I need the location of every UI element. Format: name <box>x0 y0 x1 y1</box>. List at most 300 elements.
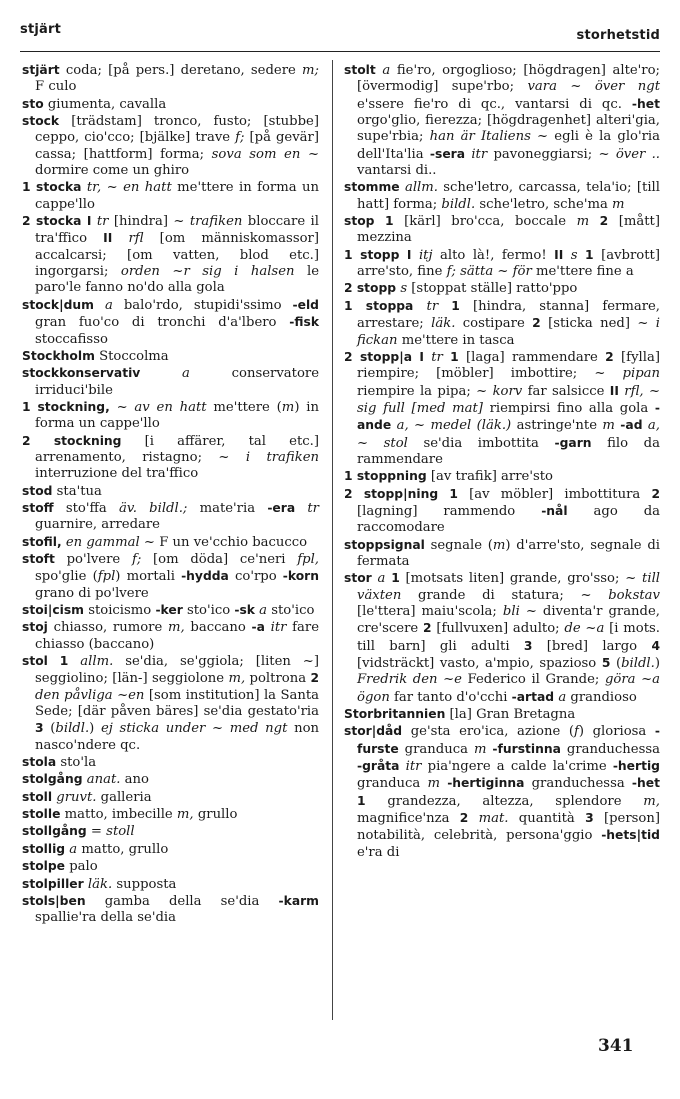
grammar-label: itr <box>270 620 287 636</box>
translation-text: palo <box>65 859 98 875</box>
dictionary-entry <box>344 62 660 179</box>
sense-number: II <box>103 231 113 246</box>
sub-headword: -nål <box>541 503 568 518</box>
translation-text: granduchessa <box>560 741 661 757</box>
headword: stock <box>22 114 60 129</box>
sense-number: 2 <box>459 811 469 826</box>
sub-headword: -ande <box>357 400 660 433</box>
dictionary-entry <box>344 298 660 349</box>
dictionary-entry <box>22 113 319 179</box>
sense-number: 1 <box>585 247 594 262</box>
sub-headword: -sera <box>429 146 466 161</box>
sense-number: 2 <box>344 486 364 501</box>
grammar-label: f <box>573 724 579 740</box>
example-phrase: sova som en ~ <box>211 146 319 162</box>
sense-number: 2 <box>422 621 432 636</box>
sub-headword: -a <box>251 620 265 635</box>
translation-text: = <box>86 824 107 840</box>
example-phrase: korv <box>492 383 523 399</box>
translation-text: sto'ffa <box>53 500 119 516</box>
grammar-label: mat. <box>478 811 509 827</box>
headword: stoft <box>22 551 55 566</box>
translation-text: [hindra] ~ <box>108 214 190 230</box>
grammar-label: a <box>69 841 78 857</box>
dictionary-entry <box>22 483 319 500</box>
headword: stor <box>344 571 372 586</box>
translation-text: grande di statura; ~ <box>401 587 609 603</box>
sense-number: 2 <box>599 214 609 229</box>
translation-text: [avbrott] arre'sto, fine <box>357 247 660 280</box>
headword: stola <box>22 755 57 770</box>
sense-number: 1 <box>59 654 69 669</box>
headword: stolle <box>22 807 61 822</box>
translation-text: po'lvere <box>54 551 132 567</box>
translation-text: se'dia, se'ggiola; [liten ~] seggiolino; [län-] seggiolone <box>35 654 319 687</box>
example-phrase: sätta ~ för <box>460 264 532 280</box>
headword: stoll <box>22 789 53 804</box>
grammar-label: läk. <box>431 316 456 332</box>
translation-text: segnale ( <box>424 537 493 553</box>
translation-text: ) <box>89 721 101 737</box>
translation-text: bloccare il tra'ffico <box>35 214 319 247</box>
headword: stopp <box>356 281 397 296</box>
translation-text <box>411 248 418 263</box>
dictionary-entry <box>344 486 660 537</box>
grammar-label: m <box>427 776 440 792</box>
dictionary-entry <box>22 823 319 840</box>
sub-headword: -ad <box>620 418 643 433</box>
translation-text: [lagning] rammendo <box>357 503 542 519</box>
sense-number: 2 <box>605 349 614 364</box>
translation-text: fare chiasso (baccano) <box>35 620 319 652</box>
example-phrase: han är Italiens ~ <box>429 129 549 145</box>
grammar-label: s <box>570 247 578 263</box>
sense-number: 1 <box>451 298 460 313</box>
grammar-label: tr <box>431 349 443 365</box>
translation-text: me'ttere fine a <box>531 264 634 280</box>
grammar-label: m, <box>228 671 246 687</box>
dictionary-entry <box>344 570 660 706</box>
headword: stocka <box>36 180 82 195</box>
translation-text: ago da raccomodare <box>357 503 661 536</box>
translation-text <box>438 487 449 502</box>
dictionary-entry <box>22 806 319 823</box>
translation-text: [i mots. till barn] gli adulti <box>357 621 660 654</box>
example-phrase: pipan <box>622 366 660 382</box>
headword: stoppning <box>356 469 427 484</box>
dictionary-entry <box>22 62 319 96</box>
translation-text: [fylla] riempire; [möbler] imbottire; ~ <box>357 349 660 382</box>
sub-headword: -sk <box>234 603 255 617</box>
translation-text <box>438 299 451 314</box>
translation-text: egli è la glo'ria dell'Ita'lia <box>357 129 661 162</box>
headword: stoff <box>22 500 54 515</box>
translation-text <box>295 501 307 516</box>
grammar-label: läk. <box>87 876 113 892</box>
sense-number: 1 <box>344 247 361 262</box>
dictionary-entry <box>22 754 319 771</box>
translation-text <box>468 811 478 826</box>
translation-text: [hindra, stanna] fermare, arrestare; <box>357 298 661 332</box>
headword: stollgång <box>22 824 87 839</box>
grammar-label: a <box>104 297 113 313</box>
translation-text: sto'ico <box>182 603 235 618</box>
headword: stolpe <box>22 859 66 874</box>
translation-text: granduchessa <box>524 776 632 792</box>
example-phrase: bli ~ <box>502 604 537 619</box>
grammar-label: äv. bildl.; <box>118 500 188 516</box>
dictionary-entry <box>22 858 319 875</box>
sub-headword: -karm <box>278 893 319 908</box>
sense-number: II <box>554 247 564 262</box>
translation-text: [om döda] ce'neri <box>141 551 298 567</box>
grammar-label: allm. <box>80 654 114 670</box>
grammar-label: m <box>612 196 625 212</box>
headword: stock|dum <box>22 297 94 312</box>
grammar-label: tr <box>96 214 109 230</box>
translation-text: co'rpo <box>228 569 283 585</box>
grammar-label: m <box>576 214 590 230</box>
headword: stopp|ning <box>363 486 439 501</box>
translation-text <box>589 214 600 229</box>
translation-text: [vidsträckt] vasto, a'mpio, spazioso <box>357 656 602 672</box>
column-divider <box>332 60 333 1020</box>
translation-text: poltrona <box>245 671 311 687</box>
translation-text: Federico il Grande; <box>461 672 605 688</box>
translation-text: riempire la pipa; ~ <box>357 383 493 399</box>
grammar-label: m <box>602 418 615 434</box>
right-guide-word: storhetstid <box>576 28 660 43</box>
translation-text: grandezza, altezza, splendore <box>365 793 644 809</box>
sense-number: 2 <box>651 486 660 501</box>
grammar-label: fpl, <box>297 551 319 567</box>
grammar-label: bildl. <box>55 721 90 737</box>
translation-text: [fullvuxen] adulto; <box>431 621 565 637</box>
translation-text: non nasco'ndere qc. <box>35 721 320 753</box>
example-phrase: ej sticka under ~ med ngt <box>100 721 288 737</box>
grammar-label: itr <box>471 146 488 162</box>
translation-text <box>374 214 385 229</box>
example-phrase: stol <box>383 435 408 451</box>
translation-text: [la] Gran Bretagna <box>445 707 576 723</box>
sense-number: 1 <box>344 469 357 484</box>
headword: sto <box>22 96 44 111</box>
dictionary-entry <box>22 534 319 551</box>
example-phrase: trafiken <box>189 214 243 230</box>
translation-text: gran fuo'co di tronchi d'a'lbero <box>35 315 290 331</box>
translation-text <box>48 654 60 669</box>
translation-text: [av möbler] imbottitura <box>457 486 652 502</box>
grammar-label: tr <box>426 298 439 314</box>
sub-headword: -furste <box>357 724 660 756</box>
translation-text: ) mortali <box>115 569 182 585</box>
example-phrase: bokstav <box>608 587 660 603</box>
headword: stjärt <box>22 63 60 77</box>
translation-text: chiasso, rumore <box>47 620 168 636</box>
translation-text: magnifice'nza <box>357 811 460 827</box>
sense-number: 1 <box>385 214 394 229</box>
translation-text: stoicismo <box>84 603 156 618</box>
dictionary-entry <box>22 179 319 213</box>
dictionary-entry <box>22 348 319 365</box>
translation-text: ( <box>43 721 56 737</box>
translation-text: giumenta, cavalla <box>43 96 167 112</box>
example-phrase: en gammal ~ <box>65 534 155 550</box>
sense-number: 1 <box>22 399 38 414</box>
translation-text: ( <box>610 656 622 672</box>
translation-text: baccano <box>184 620 252 636</box>
translation-text: spo'glie ( <box>35 569 98 585</box>
headword: stockning, <box>37 399 110 414</box>
translation-text: guarnire, arredare <box>35 517 160 533</box>
headword: stod <box>22 483 53 498</box>
translation-text: gamba della se'dia <box>85 893 279 909</box>
headword: stopp|a <box>359 349 412 364</box>
dictionary-entry <box>22 399 319 433</box>
translation-text: astringe'nte <box>511 418 603 434</box>
dictionary-entry <box>22 551 319 602</box>
page-number: 341 <box>598 1036 634 1056</box>
headword: Storbritannien <box>344 707 446 722</box>
dictionary-entry <box>344 280 660 297</box>
example-phrase: vara ~ över ngt <box>527 79 660 95</box>
translation-text: me'ttere ( <box>206 399 282 415</box>
translation-text: F un ve'cchio bacucco <box>155 534 308 550</box>
sense-number: 1 <box>391 571 400 586</box>
headword: stoppa <box>365 298 414 313</box>
dictionary-entry <box>344 213 660 247</box>
translation-text: interruzione del tra'ffico <box>35 466 199 482</box>
sense-number: 2 <box>310 671 319 686</box>
translation-text <box>94 298 105 313</box>
translation-text: riempirsi fino alla gola <box>482 400 655 416</box>
left-column <box>22 62 319 927</box>
headword: stor|dåd <box>344 724 403 739</box>
translation-text: mate'ria <box>187 500 268 516</box>
dictionary-entry <box>344 349 660 468</box>
translation-text: le paro'le fanno no'do alla gola <box>35 264 320 296</box>
grammar-label: a <box>259 603 268 618</box>
page-header <box>20 22 660 44</box>
dictionary-entry <box>344 179 660 213</box>
header-rule <box>20 51 660 52</box>
translation-text: sto'la <box>56 755 97 771</box>
translation-text: coda; [på pers.] deretano, sedere <box>59 63 303 78</box>
translation-text: ) in forma un cappe'llo <box>35 399 319 432</box>
translation-text: [person] notabilità, celebrità, persona'ggio <box>357 811 660 844</box>
sub-headword: -korn <box>282 569 319 584</box>
translation-text: spallie'ra della se'dia <box>35 910 176 926</box>
translation-text: grullo <box>193 807 238 823</box>
translation-text: ~ <box>109 399 135 415</box>
example-phrase: de ~a <box>564 621 605 637</box>
grammar-label: m <box>473 741 487 757</box>
example-phrase: över .. <box>615 146 660 162</box>
example-phrase: i trafiken <box>245 449 319 465</box>
translation-text: grandioso <box>566 689 637 705</box>
grammar-label: allm. <box>404 180 438 196</box>
sub-headword: -eld <box>292 297 319 312</box>
headword: stockkonservativ <box>22 366 141 381</box>
sub-headword: -era <box>267 500 296 515</box>
translation-text: ~ <box>101 180 124 196</box>
translation-text: costipare <box>455 316 533 332</box>
sense-number: 2 <box>344 349 360 364</box>
grammar-label: a <box>558 689 567 705</box>
sub-headword: -hertig <box>612 759 660 774</box>
grammar-label: m <box>492 537 506 553</box>
translation-text: diventa'r grande, cre'scere <box>357 604 660 637</box>
grammar-label: fpl <box>97 569 116 585</box>
translation-text: fie'ro, orgoglioso; [högdragen] alte'ro; [övermodig] supe'rbo; <box>357 63 660 95</box>
headword: stolt <box>344 63 376 77</box>
sense-number: 5 <box>601 656 611 671</box>
translation-text: e'ssere fie'ro di qc., vantarsi di qc. <box>357 96 632 112</box>
grammar-label: m, <box>643 793 660 809</box>
dictionary-entry <box>344 706 660 723</box>
translation-text: vantarsi di.. <box>357 163 437 179</box>
sub-headword: -garn <box>554 435 592 450</box>
headword: stopp <box>360 247 400 262</box>
sense-number: 2 <box>22 214 37 229</box>
grammar-label: a, <box>647 418 660 434</box>
dictionary-entry <box>22 602 319 619</box>
sub-headword: -gråta <box>357 759 400 774</box>
headword: stolpiller <box>22 876 84 891</box>
dictionary-entry <box>22 213 319 297</box>
translation-text <box>413 299 426 314</box>
sense-number: 2 <box>22 433 54 448</box>
grammar-label: m, <box>167 620 185 636</box>
translation-text: se'dia imbottita <box>407 435 555 451</box>
dictionary-entry <box>22 96 319 113</box>
translation-text: supposta <box>112 876 177 892</box>
headword: stols|ben <box>22 893 86 908</box>
translation-text: ) <box>654 656 660 672</box>
translation-text: conservatore irriduci'bile <box>35 366 319 398</box>
translation-text: ~ <box>408 418 431 434</box>
sense-number: II <box>609 383 619 398</box>
dictionary-entry <box>22 653 319 754</box>
grammar-label: m <box>281 399 295 415</box>
translation-text: [motsats liten] grande, gro'sso; ~ <box>399 571 643 587</box>
headword: stockning <box>53 433 122 448</box>
sub-headword: -ker <box>155 603 183 617</box>
translation-text: me'ttere in tasca <box>397 332 515 348</box>
sense-number: 1 <box>450 349 459 364</box>
translation-text: far tanto d'o'cchi <box>389 689 512 705</box>
translation-text: Stoccolma <box>94 348 169 364</box>
grammar-label: a <box>382 63 391 78</box>
translation-text: pia'ngere a calde la'crime <box>421 759 613 775</box>
sense-number: I <box>406 247 412 262</box>
grammar-label: bildl. <box>441 196 476 212</box>
grammar-label: tr, <box>86 180 102 196</box>
headword: Stockholm <box>22 348 95 363</box>
sense-number: 3 <box>35 721 44 736</box>
grammar-label: m, <box>176 807 194 823</box>
example-phrase: den påvliga ~en <box>35 687 145 703</box>
sub-headword: -hertiginna <box>447 776 525 791</box>
translation-text: alto là!, fermo! <box>432 247 555 263</box>
translation-text: sto'ico <box>267 603 315 618</box>
headword: stoi|cism <box>22 603 84 617</box>
sense-number: 1 <box>22 180 37 195</box>
sub-headword: -hets|tid <box>601 828 660 843</box>
dictionary-entry <box>22 771 319 788</box>
dictionary-entry <box>22 433 319 483</box>
translation-text: far salsicce <box>522 383 610 399</box>
headword: stoppsignal <box>344 537 425 552</box>
sub-headword: -fisk <box>289 315 319 330</box>
translation-text: grano di po'lvere <box>35 585 149 601</box>
translation-text: ~ <box>357 435 384 451</box>
translation-text <box>112 231 128 246</box>
translation-text: stoccafisso <box>35 331 108 347</box>
translation-text: granduca <box>398 741 474 757</box>
grammar-label: bildl. <box>621 656 655 672</box>
example-phrase: till växten <box>357 571 660 603</box>
translation-text: balo'rdo, stupidi'ssimo <box>112 297 293 313</box>
translation-text: sche'letro, carcassa, tela'io; [till hatt] forma; <box>357 180 660 212</box>
translation-text <box>399 248 406 263</box>
sub-headword: -hydda <box>181 569 229 584</box>
sub-headword: -furstinna <box>492 741 561 756</box>
example-phrase: orden ~r sig i halsen <box>120 264 295 280</box>
headword: stol <box>22 654 48 669</box>
translation-text: matto, imbecille <box>60 807 177 823</box>
translation-text: quantità <box>508 811 586 827</box>
translation-text: pavoneggiarsi; ~ <box>487 146 616 162</box>
translation-text: [le'ttera] maiu'scola; <box>357 604 503 619</box>
dictionary-entry <box>22 841 319 858</box>
dictionary-entry <box>22 893 319 927</box>
sub-headword: -het <box>631 776 660 791</box>
translation-text: [som institution] la Santa Sede; [där påven bäres] se'dia gestato'ria <box>35 687 320 720</box>
sense-number: 4 <box>651 638 660 653</box>
sub-headword: -artad <box>511 689 555 704</box>
grammar-label: m; <box>302 63 319 78</box>
sense-number: 2 <box>532 316 541 331</box>
translation-text: F culo <box>35 79 77 95</box>
grammar-label: gruvt. <box>56 789 97 805</box>
translation-text: [sticka ned] ~ <box>540 316 656 332</box>
sense-number: 3 <box>523 638 533 653</box>
headword: stop <box>344 214 375 229</box>
translation-text <box>68 654 80 669</box>
translation-text: sche'letro, sche'ma <box>475 196 613 212</box>
left-guide-word: stjärt <box>20 22 62 37</box>
translation-text: galleria <box>96 789 152 805</box>
grammar-label: a, <box>396 418 409 434</box>
grammar-label: itj <box>418 247 433 263</box>
sense-number: 3 <box>585 811 594 826</box>
example-phrase: medel (läk.) <box>430 418 512 434</box>
translation-text: orgo'glio, fierezza; [högdragenhet] alteri'gia, supe'rbia; <box>357 113 660 145</box>
translation-text: matto, grullo <box>77 841 169 857</box>
translation-text: [på gevär] cassa; [hattform] forma; <box>35 130 319 162</box>
translation-text: [om människomassor] accalcarsi; [om vatten, blod etc.] ingorgarsi; <box>35 231 319 280</box>
headword: stolgång <box>22 772 83 787</box>
example-phrase: av en hatt <box>134 399 207 415</box>
translation-text: sta'tua <box>52 483 102 499</box>
translation-text: filo da rammendare <box>357 435 660 467</box>
translation-text: dormire come un ghiro <box>35 163 190 179</box>
sense-number: 1 <box>344 298 366 313</box>
right-column <box>344 62 660 861</box>
example-phrase: en hatt <box>123 180 172 196</box>
translation-text: [kärl] bro'cca, boccale <box>393 214 577 230</box>
